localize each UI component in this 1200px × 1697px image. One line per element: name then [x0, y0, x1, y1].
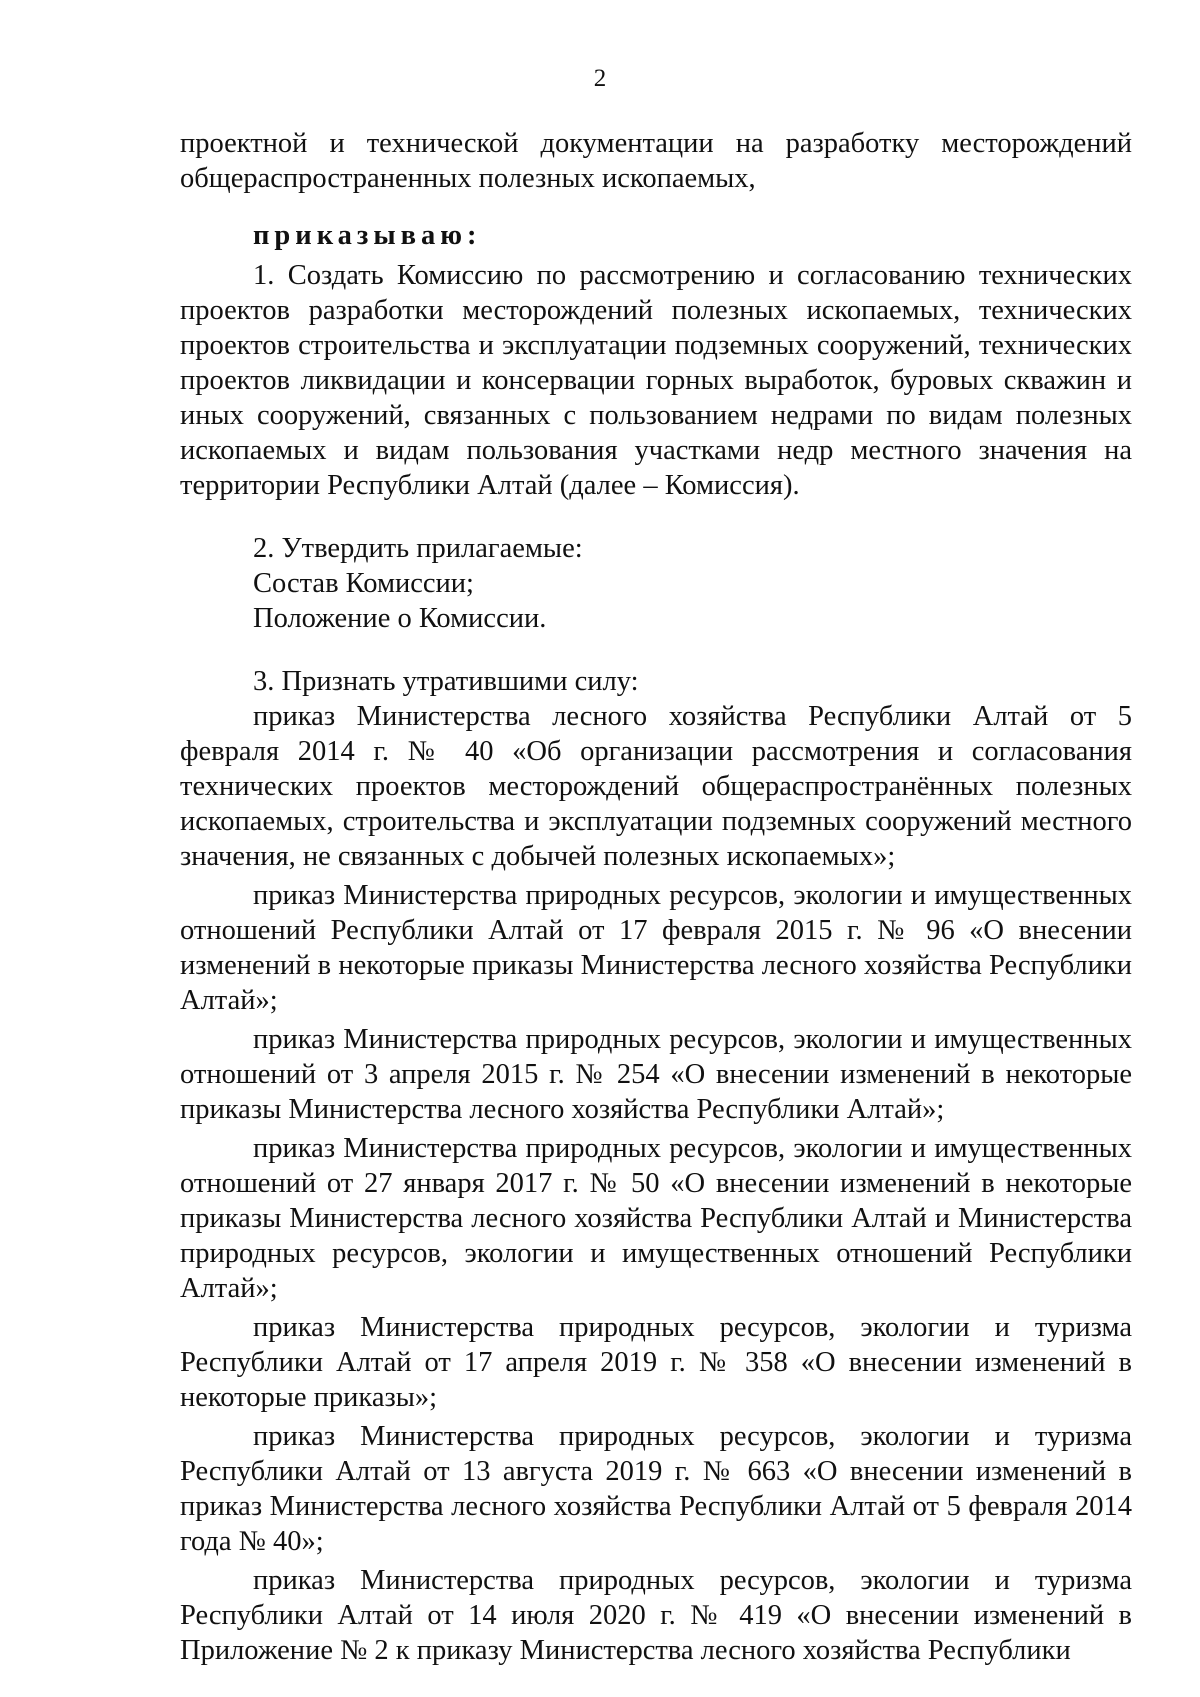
- repealed-order: приказ Министерства природных ресурсов, экологии и туризма Республики Алтай от 14 июля 2020 г. № 419 «О внесении изменений в Приложение № 2 к приказу Министерства лесного хозяйства Республики: [180, 1565, 1132, 1666]
- item-1-paragraph: 1. Создать Комиссию по рассмотрению и согласованию технических проектов разработки месторождений полезных ископаемых, технических проектов строительства и эксплуатации подземных сооружений, технических проектов ликвидации и консервации горных выработок, буровых скважин и иных сооружений, связанных с пользованием недрами по видам полезных ископаемых и видам пользования участками недр местного значения на территории Республики Алтай (далее – Комиссия).: [180, 260, 1132, 501]
- item-2-title: 2. Утвердить прилагаемые:: [253, 533, 583, 564]
- item-2-list-entry: Состав Комиссии;: [253, 568, 474, 599]
- repealed-order: приказ Министерства природных ресурсов, экологии и имущественных отношений от 27 января 2017 г. № 50 «О внесении изменений в некоторые приказы Министерства лесного хозяйства Республики Алтай и Министерства природных ресурсов, экологии и имущественных отношений Республики Алтай»;: [180, 1133, 1132, 1304]
- repealed-order: приказ Министерства природных ресурсов, экологии и туризма Республики Алтай от 13 августа 2019 г. № 663 «О внесении изменений в приказ Министерства лесного хозяйства Республики Алтай от 5 февраля 2014 года № 40»;: [180, 1421, 1132, 1557]
- repealed-order: приказ Министерства лесного хозяйства Республики Алтай от 5 февраля 2014 г. № 40 «Об организации рассмотрения и согласования технических проектов месторождений общераспространённых полезных ископаемых, строительства и эксплуатации подземных сооружений местного значения, не связанных с добычей полезных ископаемых»;: [180, 701, 1132, 872]
- order-heading: приказываю:: [253, 220, 482, 251]
- item-3-title: 3. Признать утратившими силу:: [253, 666, 639, 697]
- intro-paragraph: проектной и технической документации на разработку месторождений общераспространенных полезных ископаемых,: [180, 128, 1132, 194]
- page-number: 2: [593, 65, 607, 92]
- repealed-order: приказ Министерства природных ресурсов, экологии и туризма Республики Алтай от 17 апреля 2019 г. № 358 «О внесении изменений в некоторые приказы»;: [180, 1312, 1132, 1413]
- repealed-order: приказ Министерства природных ресурсов, экологии и имущественных отношений Республики Алтай от 17 февраля 2015 г. № 96 «О внесении изменений в некоторые приказы Министерства лесного хозяйства Республики Алтай»;: [180, 880, 1132, 1016]
- document-body: [180, 126, 1132, 1668]
- item-2-list-entry: Положение о Комиссии.: [253, 603, 547, 634]
- repealed-order: приказ Министерства природных ресурсов, экологии и имущественных отношений от 3 апреля 2015 г. № 254 «О внесении изменений в некоторые приказы Министерства лесного хозяйства Республики Алтай»;: [180, 1024, 1132, 1125]
